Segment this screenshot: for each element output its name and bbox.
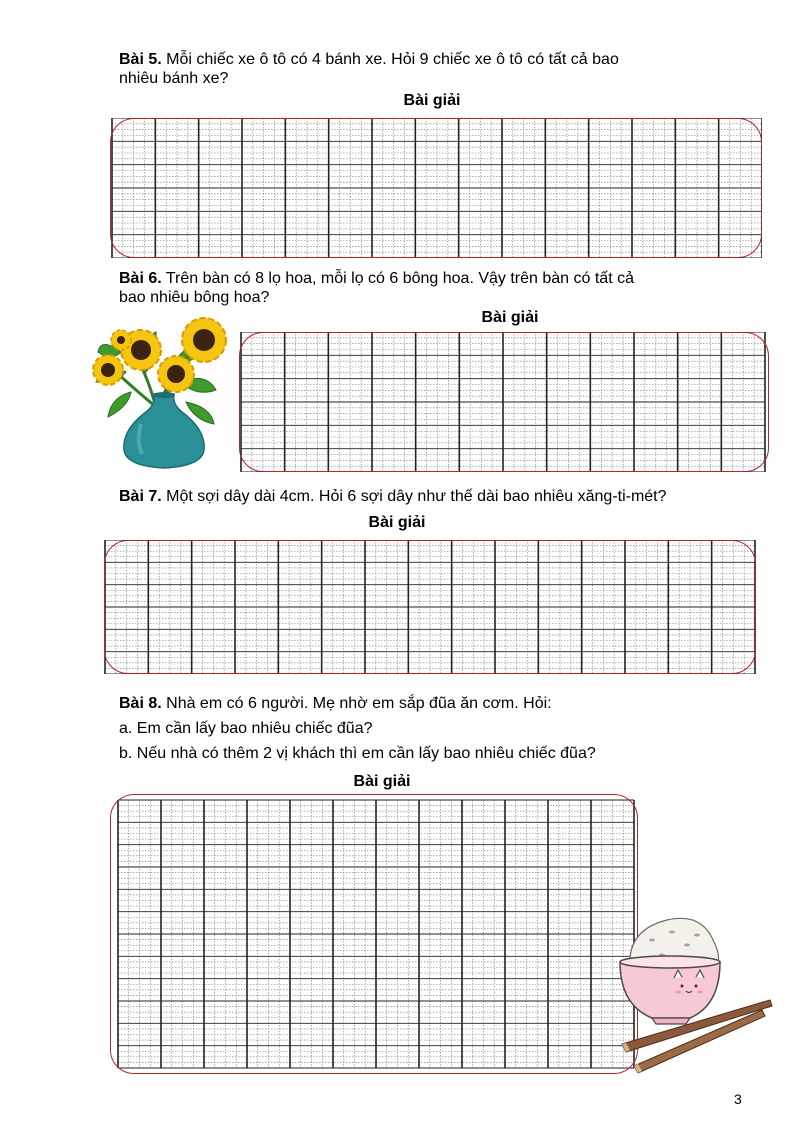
bai5-text-line1: Mỗi chiếc xe ô tô có 4 bánh xe. Hỏi 9 chiếc xe ô tô có tất cả bao	[161, 51, 619, 68]
bai8-label: Bài 8.	[119, 695, 162, 712]
bai8-item-a: a. Em cần lấy bao nhiêu chiếc đũa?	[119, 720, 373, 737]
bai7-label: Bài 7.	[119, 488, 162, 505]
bai5-question	[119, 50, 759, 88]
bai8-answer-grid[interactable]	[110, 794, 638, 1074]
bai7-heading: Bài giải	[368, 514, 426, 531]
bai6-text-line2: bao nhiêu bông hoa?	[119, 289, 270, 306]
sunflower-vase-icon	[86, 312, 236, 470]
bai5-answer-grid[interactable]	[110, 118, 762, 258]
bai6-question	[119, 269, 759, 307]
bai8-text: Nhà em có 6 người. Mẹ nhờ em sắp đũa ăn cơm. Hỏi:	[161, 695, 552, 712]
bai5-text-line2: nhiêu bánh xe?	[119, 70, 229, 87]
bai6-text-line1: Trên bàn có 8 lọ hoa, mỗi lọ có 6 bông hoa. Vậy trên bàn có tất cả	[161, 270, 634, 287]
bai7-answer-grid[interactable]	[104, 540, 756, 674]
bai5-heading: Bài giải	[403, 92, 461, 109]
page-number: 3	[734, 1091, 742, 1107]
bai8-item-b: b. Nếu nhà có thêm 2 vị khách thì em cần lấy bao nhiêu chiếc đũa?	[119, 745, 596, 762]
bai6-heading: Bài giải	[481, 309, 539, 326]
bai8-question	[119, 694, 779, 763]
rice-bowl-chopsticks-icon	[612, 910, 777, 1080]
bai5-label: Bài 5.	[119, 51, 162, 68]
bai8-heading: Bài giải	[353, 773, 411, 790]
bai6-answer-grid[interactable]	[239, 332, 769, 472]
bai7-text: Một sợi dây dài 4cm. Hỏi 6 sợi dây như thế dài bao nhiêu xăng-ti-mét?	[161, 488, 667, 505]
bai7-question	[119, 487, 779, 506]
bai6-label: Bài 6.	[119, 270, 162, 287]
